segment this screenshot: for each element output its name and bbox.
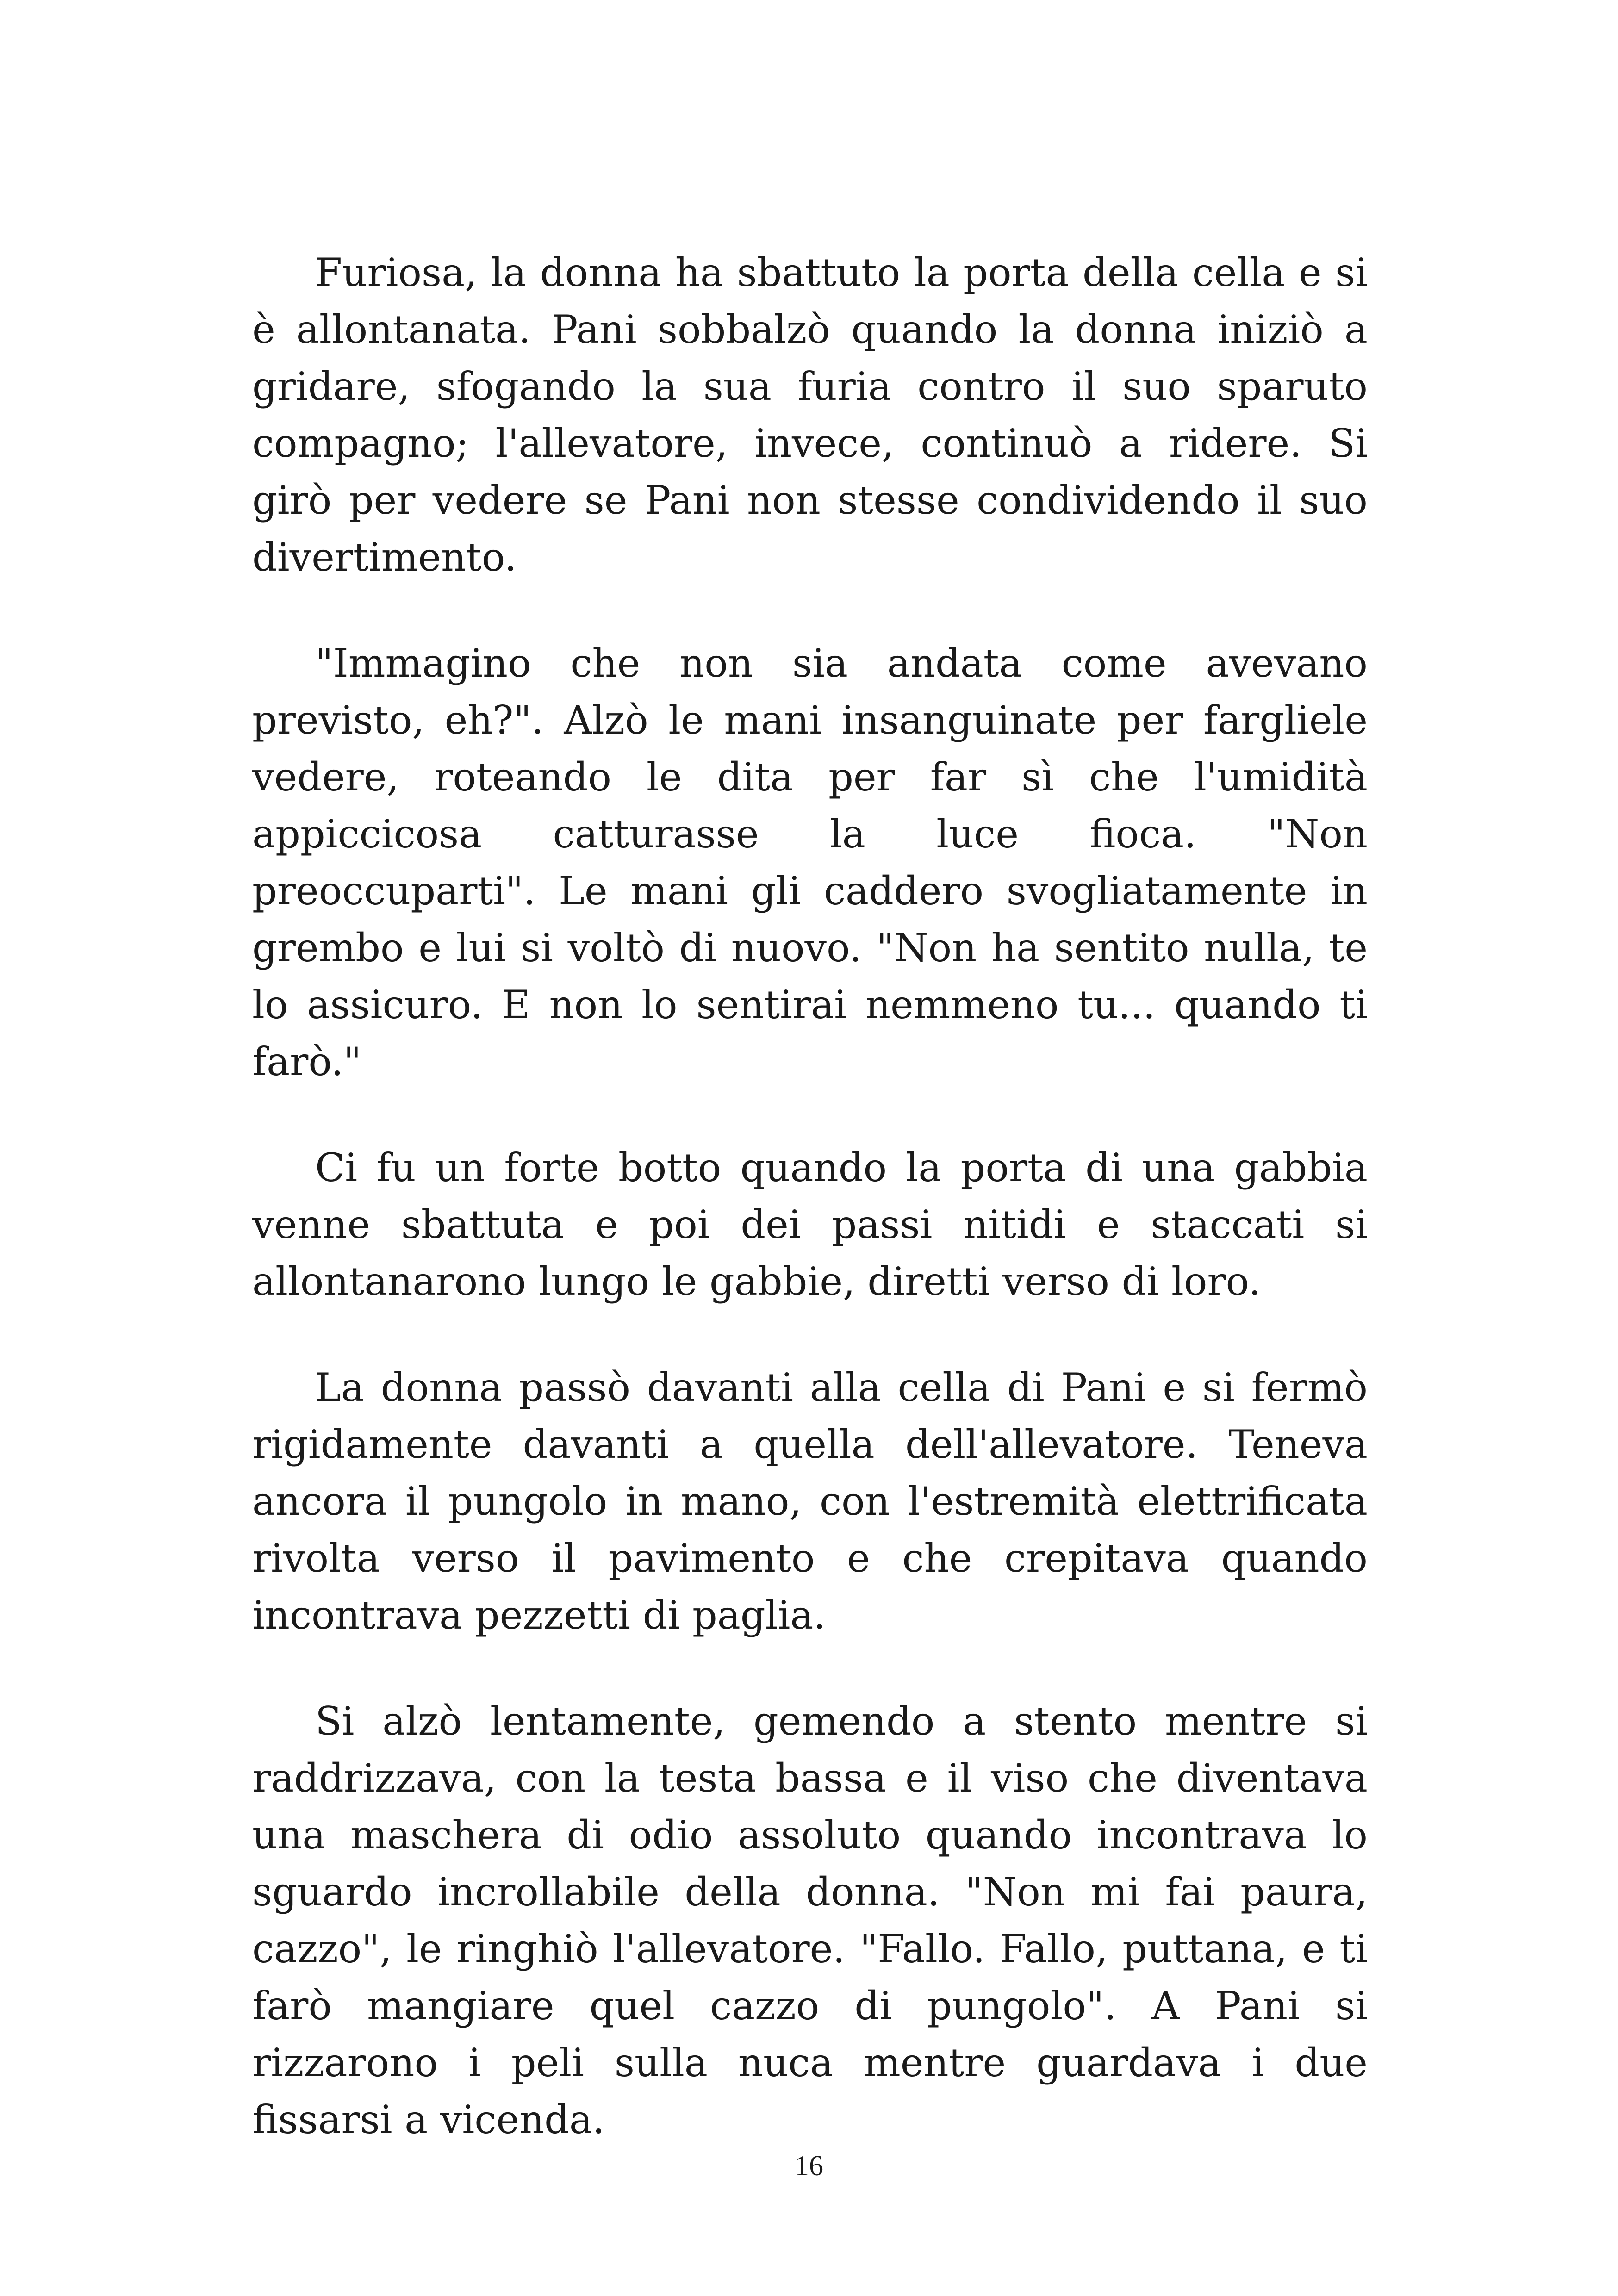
body-text — [252, 244, 1368, 2148]
paragraph-4: La donna passò davanti alla cella di Pani e si fermò rigidamente davanti a quella dell'allevatore. Teneva ancora il pungolo in mano, con l'estremità elettrificata rivolta verso il pavimento e che crepitava quando incontrava pezzetti di paglia. — [252, 1365, 1368, 1638]
page-number: 16 — [795, 2150, 823, 2182]
paragraph-5: Si alzò lentamente, gemendo a stento mentre si raddrizzava, con la testa bassa e il viso che diventava una maschera di odio assoluto quando incontrava lo sguardo incrollabile della donna. "Non mi fai paura, cazzo", le ringhiò l'allevatore. "Fallo. Fallo, puttana, e ti farò mangiare quel cazzo di pungolo". A Pani si rizzarono i peli sulla nuca mentre guardava i due fissarsi a vicenda. — [252, 1699, 1368, 2142]
paragraph-3: Ci fu un forte botto quando la porta di una gabbia venne sbattuta e poi dei passi nitidi e staccati si allontanarono lungo le gabbie, diretti verso di loro. — [252, 1145, 1368, 1304]
paragraph-2: "Immagino che non sia andata come avevano previsto, eh?". Alzò le mani insanguinate per fargliele vedere, roteando le dita per far sì che l'umidità appiccicosa catturasse la luce fioca. "Non preoccuparti". Le mani gli caddero svogliatamente in grembo e lui si voltò di nuovo. "Non ha sentito nulla, te lo assicuro. E non lo sentirai nemmeno tu... quando ti farò." — [252, 641, 1368, 1084]
paragraph-1: Furiosa, la donna ha sbattuto la porta della cella e si è allontanata. Pani sobbalzò quando la donna iniziò a gridare, sfogando la sua furia contro il suo sparuto compagno; l'allevatore, invece, continuò a ridere. Si girò per vedere se Pani non stesse condividendo il suo divertimento. — [252, 250, 1368, 580]
